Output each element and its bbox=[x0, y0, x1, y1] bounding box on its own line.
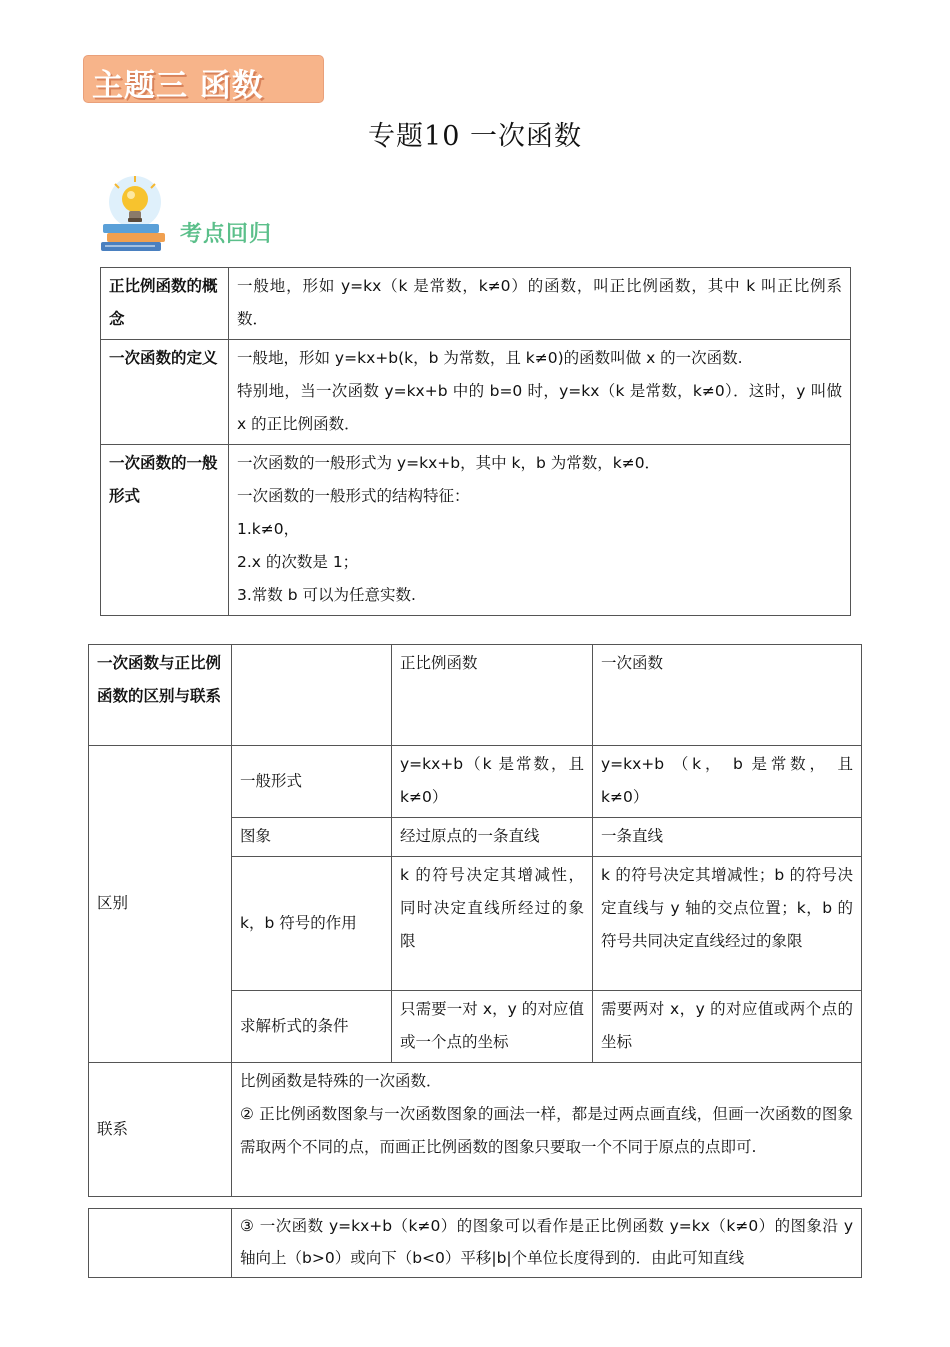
row-label: k，b 符号的作用 bbox=[232, 857, 392, 991]
cell-linear: 一条直线 bbox=[593, 818, 862, 857]
table-row bbox=[101, 268, 851, 340]
cell-proportional: y=kx+b（k 是常数，且 k≠0） bbox=[392, 746, 593, 818]
lightbulb-books-icon bbox=[95, 174, 173, 254]
content-line: 2.x 的次数是 1； bbox=[237, 553, 359, 571]
continuation-table bbox=[88, 1208, 862, 1278]
content-line: 一次函数的一般形式为 y=kx+b，其中 k，b 为常数，k≠0． bbox=[237, 454, 661, 472]
content-line: ② 正比例函数图象与一次函数图象的画法一样，都是过两点画直线，但画一次函数的图象需取两个不同的点，而画正比例函数的图象只要取一个不同于原点的点即可. bbox=[240, 1105, 853, 1156]
topic-banner bbox=[83, 55, 324, 103]
topic-banner-text: 主题三 函数 bbox=[92, 68, 264, 104]
row-header: 正比例函数的概念 bbox=[101, 268, 229, 340]
table-row bbox=[89, 1063, 862, 1197]
table-row bbox=[101, 340, 851, 445]
empty-cell bbox=[89, 1209, 232, 1278]
section-title: 考点回归 bbox=[180, 222, 273, 247]
table-row bbox=[89, 746, 862, 818]
row-content bbox=[229, 445, 851, 616]
table-row bbox=[89, 1209, 862, 1278]
content-line: 一般地，形如 y=kx+b(k，b 为常数，且 k≠0)的函数叫做 x 的一次函数. bbox=[237, 349, 743, 367]
row-header: 一次函数的一般形式 bbox=[101, 445, 229, 616]
row-header: 一次函数的定义 bbox=[101, 340, 229, 445]
link-label: 联系 bbox=[89, 1063, 232, 1197]
content-line: 1.k≠0， bbox=[237, 520, 300, 538]
concept-table bbox=[100, 267, 851, 616]
cell-proportional: 经过原点的一条直线 bbox=[392, 818, 593, 857]
comparison-table bbox=[88, 644, 862, 1197]
link-content bbox=[232, 1063, 862, 1197]
cell-proportional: 只需要一对 x，y 的对应值或一个点的坐标 bbox=[392, 991, 593, 1063]
cell-linear: y=kx+b （k， b 是常数， 且 k≠0） bbox=[593, 746, 862, 818]
cell-linear: k 的符号决定其增减性；b 的符号决定直线与 y 轴的交点位置；k，b 的符号共同决定直线经过的象限 bbox=[593, 857, 862, 991]
content-line: 一次函数的一般形式的结构特征： bbox=[237, 487, 470, 505]
table-row bbox=[89, 645, 862, 746]
content-line: 3.常数 b 可以为任意实数. bbox=[237, 586, 416, 604]
content-line: 特别地，当一次函数 y=kx+b 中的 b=0 时，y=kx（k 是常数，k≠0）．这时，y 叫做 x 的正比例函数． bbox=[237, 382, 842, 433]
document-title: 专题10 一次函数 bbox=[368, 121, 582, 152]
table-corner-header: 一次函数与正比例函数的区别与联系 bbox=[89, 645, 232, 746]
row-content bbox=[229, 340, 851, 445]
column-header: 一次函数 bbox=[593, 645, 862, 746]
empty-cell bbox=[232, 645, 392, 746]
table-row bbox=[101, 445, 851, 616]
content-line: 比例函数是特殊的一次函数． bbox=[240, 1072, 442, 1090]
cell-proportional: k 的符号决定其增减性，同时决定直线所经过的象限 bbox=[392, 857, 593, 991]
content-line: 一般地，形如 y=kx（k 是常数，k≠0）的函数，叫正比例函数，其中 k 叫正比例系数． bbox=[237, 277, 842, 328]
continuation-text: ③ 一次函数 y=kx+b（k≠0）的图象可以看作是正比例函数 y=kx（k≠0）的图象沿 y 轴向上（b>0）或向下（b<0）平移|b|个单位长度得到的．由此可知直线 bbox=[232, 1209, 862, 1278]
row-label: 求解析式的条件 bbox=[232, 991, 392, 1063]
row-label: 一般形式 bbox=[232, 746, 392, 818]
row-label: 图象 bbox=[232, 818, 392, 857]
column-header: 正比例函数 bbox=[392, 645, 593, 746]
row-content bbox=[229, 268, 851, 340]
diff-label: 区别 bbox=[89, 746, 232, 1063]
cell-linear: 需要两对 x，y 的对应值或两个点的坐标 bbox=[593, 991, 862, 1063]
